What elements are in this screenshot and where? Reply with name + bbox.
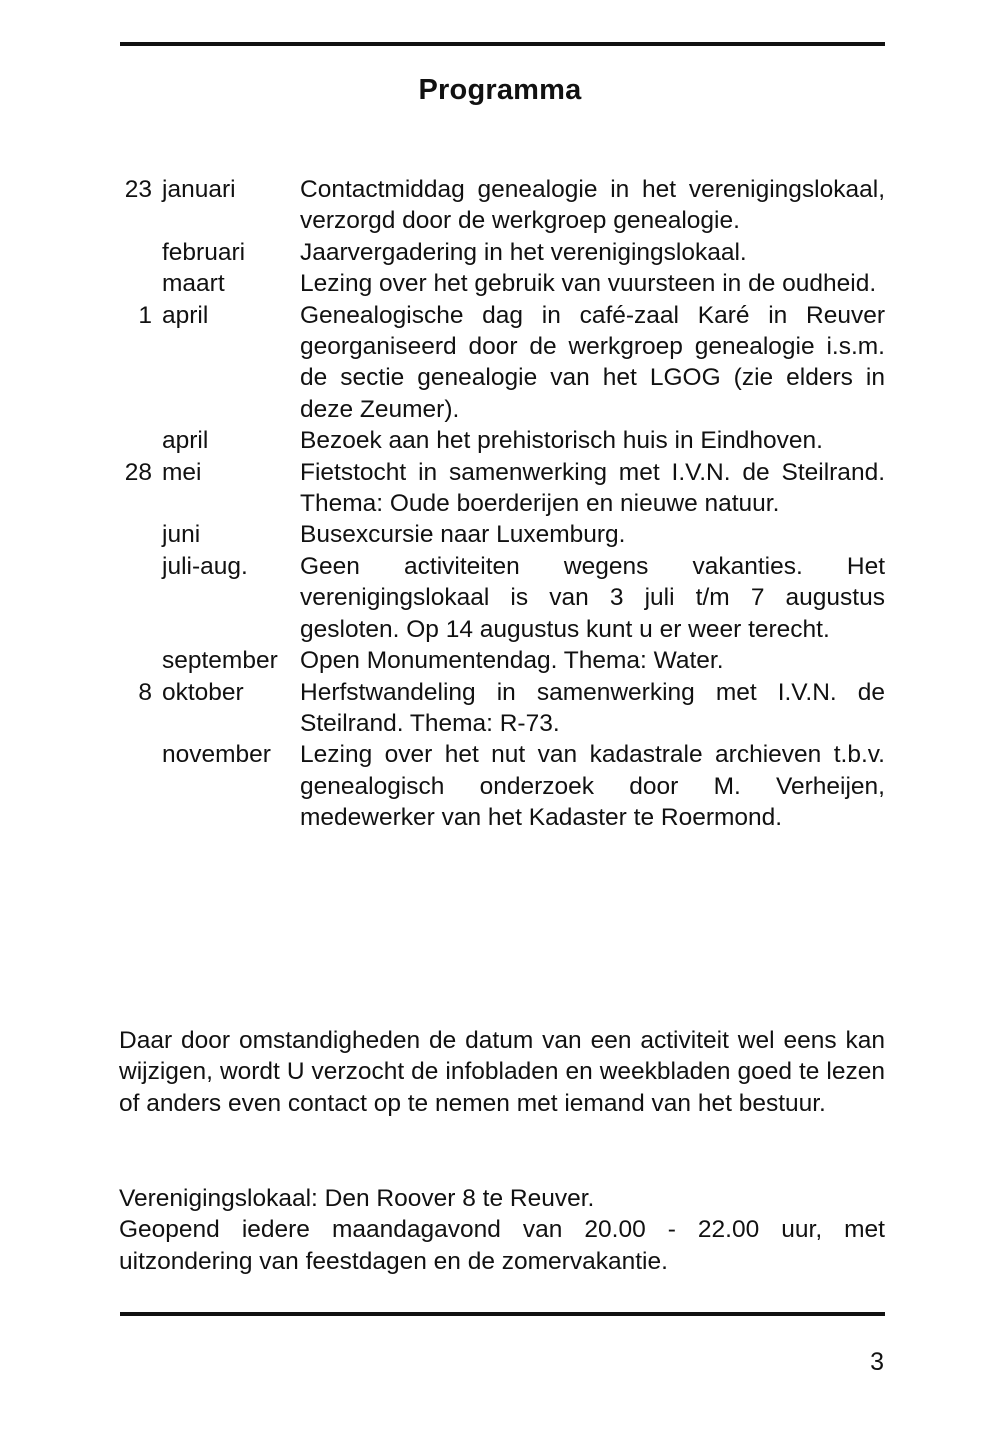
location-address: Verenigingslokaal: Den Roover 8 te Reuver. [119, 1185, 595, 1212]
entry-day [118, 519, 152, 550]
entry-day: 8 [138, 678, 152, 706]
bottom-rule [120, 1312, 885, 1316]
entry-description: Busexcursie naar Luxemburg. [300, 521, 626, 549]
page-number: 3 [870, 1348, 884, 1376]
notice-paragraph: Daar door omstandigheden de datum van een activiteit wel eens kan wijzigen, wordt U verzocht de infobladen en weekbladen goed te lezen of anders even contact op te nemen met iemand van het bestuur. [119, 1027, 885, 1117]
program-entry [118, 677, 888, 740]
program-entry [118, 174, 888, 237]
program-entry [118, 237, 888, 268]
entry-month: april [162, 427, 209, 455]
entry-description: Bezoek aan het prehistorisch huis in Eindhoven. [300, 427, 823, 455]
entry-month: april [162, 301, 209, 329]
entry-month: oktober [162, 678, 244, 706]
entry-description: Fietstocht in samenwerking met I.V.N. de Steilrand. Thema: Oude boerderijen en nieuwe natuur. [300, 458, 885, 518]
entry-month: januari [162, 176, 236, 203]
entry-month: juli-aug. [162, 552, 248, 580]
entry-month: mei [162, 458, 202, 486]
page-title: Programma [418, 74, 582, 106]
entry-description: Lezing over het nut van kadastrale archieven t.b.v. genealogisch onderzoek door M. Verheijen, medewerker van het Kadaster te Roermond. [300, 741, 885, 832]
program-entry [118, 457, 888, 520]
entry-month: maart [162, 270, 225, 298]
location-info [119, 1183, 885, 1277]
program-entry [118, 300, 888, 426]
entry-day: 23 [124, 176, 152, 203]
program-entry [118, 645, 888, 676]
entry-month: november [162, 741, 271, 769]
program-entry [118, 519, 888, 550]
entry-month: september [162, 647, 278, 675]
top-rule [120, 42, 885, 46]
entry-day [118, 645, 152, 676]
entry-day [118, 551, 152, 645]
entry-description: Open Monumentendag. Thema: Water. [300, 647, 724, 675]
entry-month: juni [162, 521, 201, 549]
entry-day [118, 425, 152, 456]
program-list [118, 174, 888, 834]
entry-description: Jaarvergadering in het verenigingslokaal. [300, 238, 747, 266]
entry-description: Herfstwandeling in samenwerking met I.V.N. de Steilrand. Thema: R-73. [300, 678, 885, 737]
entry-description: Contactmiddag genealogie in het verenigingslokaal, verzorgd door de werkgroep genealogie. [300, 176, 885, 235]
entry-day [118, 268, 152, 299]
program-entry [118, 739, 888, 833]
entry-day: 28 [124, 458, 152, 486]
entry-description: Geen activiteiten wegens vakanties. Het verenigingslokaal is van 3 juli t/m 7 augustus gesloten. Op 14 augustus kunt u er weer terecht. [300, 552, 885, 643]
entry-day [118, 237, 152, 268]
entry-month: februari [162, 238, 246, 266]
program-entry [118, 425, 888, 456]
program-entry [118, 268, 888, 299]
entry-day: 1 [138, 301, 152, 329]
entry-description: Genealogische dag in café-zaal Karé in Reuver georganiseerd door de werkgroep genealogie i.s.m. de sectie genealogie van het LGOG (zie elders in deze Zeumer). [300, 301, 885, 423]
entry-day [118, 739, 152, 833]
program-entry [118, 551, 888, 645]
entry-description: Lezing over het gebruik van vuursteen in de oudheid. [300, 270, 877, 298]
opening-hours: Geopend iedere maandagavond van 20.00 - 22.00 uur, met uitzondering van feestdagen en de zomervakantie. [119, 1216, 885, 1275]
